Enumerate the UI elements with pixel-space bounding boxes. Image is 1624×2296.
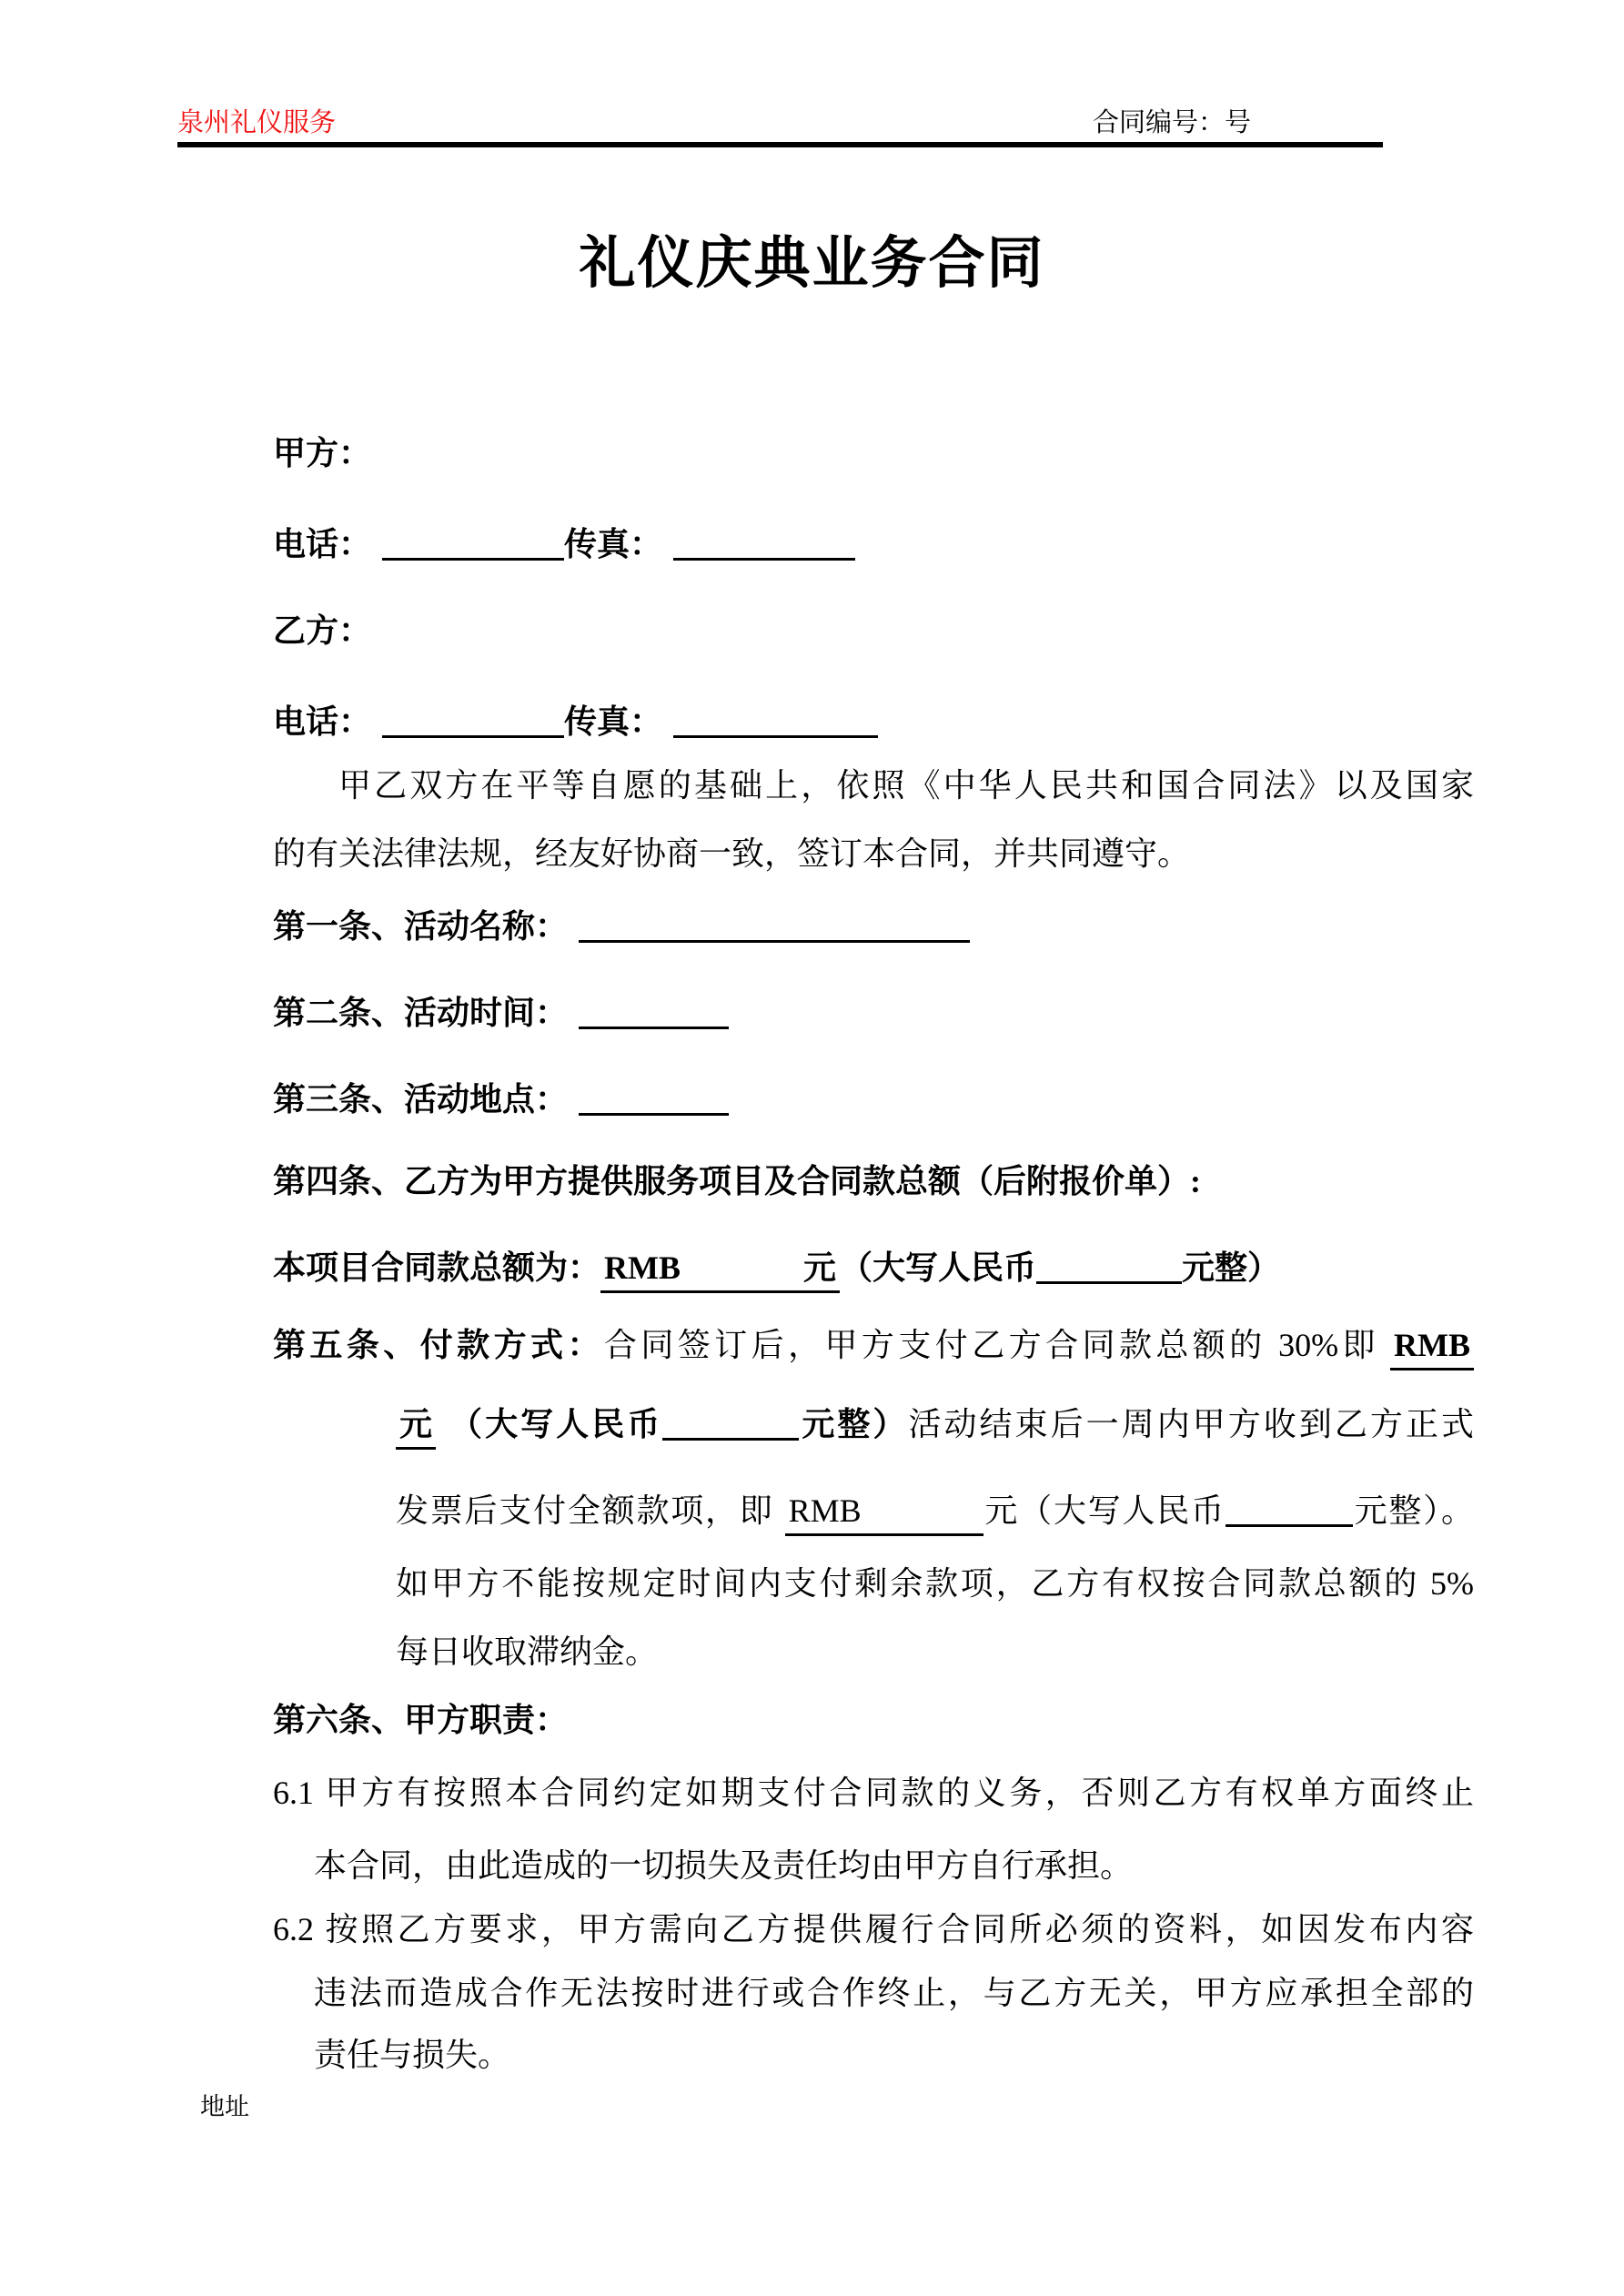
balance-capital-blank[interactable] bbox=[1226, 1497, 1353, 1527]
fax-label: 传真： bbox=[564, 703, 663, 740]
party-a-phone-blank[interactable] bbox=[382, 531, 564, 561]
party-a-fax-blank[interactable] bbox=[673, 531, 855, 561]
capital-amount-blank[interactable] bbox=[1036, 1254, 1182, 1284]
clause-2-label: 第二条、活动时间： bbox=[273, 995, 569, 1031]
contract-body bbox=[0, 431, 1624, 2122]
clause-5-heading: 第五条、付款方式： bbox=[273, 1327, 604, 1363]
activity-name-blank[interactable] bbox=[579, 913, 970, 943]
address-label: 地址 bbox=[200, 2093, 249, 2120]
capital-open-label: （大写人民币 bbox=[840, 1249, 1037, 1286]
party-a-line bbox=[273, 431, 1474, 475]
clause-6-2-line-3: 责任与损失。 bbox=[314, 2037, 511, 2073]
clause-5-line-4: 如甲方不能按规定时间内支付剩余款项，乙方有权按合同款总额的 5% bbox=[396, 1565, 1474, 1602]
clause-6-1-line-2: 本合同，由此造成的一切损失及责任均由甲方自行承担。 bbox=[314, 1847, 1134, 1884]
amount-blank[interactable] bbox=[681, 1278, 803, 1279]
clause-1-label: 第一条、活动名称： bbox=[273, 908, 569, 945]
amount-blank[interactable] bbox=[862, 1521, 980, 1522]
clause-6-1-line-1: 6.1 甲方有按照本合同约定如期支付合同款的义务，否则乙方有权单方面终止 bbox=[273, 1775, 1474, 1811]
clause-5-text-2: 活动结束后一周内甲方收到乙方正式 bbox=[908, 1406, 1474, 1442]
balance-mid-label: 元（大写人民币 bbox=[983, 1492, 1226, 1529]
clause-5-line-5: 每日收取滞纳金。 bbox=[396, 1633, 659, 1670]
clause-2-line bbox=[273, 991, 1474, 1035]
phone-label: 电话： bbox=[273, 526, 372, 562]
capital-open-label: （大写人民币 bbox=[447, 1406, 663, 1442]
party-b-contact-line bbox=[273, 700, 1474, 743]
deposit-yuan-field[interactable] bbox=[396, 1402, 436, 1450]
activity-time-blank[interactable] bbox=[579, 999, 729, 1029]
preamble-line-1: 甲乙双方在平等自愿的基础上，依照《中华人民共和国合同法》以及国家 bbox=[338, 767, 1474, 804]
capital-close-label: 元整） bbox=[799, 1406, 909, 1442]
party-a-label: 甲方： bbox=[273, 435, 372, 471]
party-b-label: 乙方： bbox=[273, 612, 372, 649]
preamble-line-2: 的有关法律法规，经友好协商一致，签订本合同，并共同遵守。 bbox=[273, 835, 1191, 872]
clause-5-text-1: 合同签订后，甲方支付乙方合同款总额的 30%即 bbox=[603, 1327, 1379, 1363]
clause-1-line bbox=[273, 905, 1474, 948]
fax-label: 传真： bbox=[564, 526, 663, 562]
clause-5-line-3 bbox=[273, 1489, 1474, 1532]
yuan-label: 元 bbox=[803, 1249, 837, 1286]
activity-place-blank[interactable] bbox=[579, 1086, 729, 1116]
contract-number: 合同编号：号 bbox=[1092, 108, 1251, 137]
clause-5-text-3: 发票后支付全额款项，即 bbox=[396, 1492, 774, 1529]
deposit-capital-blank[interactable] bbox=[662, 1411, 799, 1441]
currency-label: RMB bbox=[604, 1249, 681, 1286]
party-b-line bbox=[273, 609, 1474, 652]
currency-label: RMB bbox=[1393, 1327, 1470, 1363]
clause-5-line-2 bbox=[273, 1402, 1474, 1446]
party-b-fax-blank[interactable] bbox=[673, 708, 878, 738]
clause-6-heading: 第六条、甲方职责： bbox=[273, 1702, 569, 1738]
total-amount-label: 本项目合同款总额为： bbox=[273, 1249, 601, 1286]
clause-6-2-line-2: 违法而造成合作无法按时进行或合作终止，与乙方无关，甲方应承担全部的 bbox=[314, 1975, 1474, 2011]
header-brand: 泉州礼仪服务 bbox=[177, 108, 337, 137]
clause-3-line bbox=[273, 1077, 1474, 1121]
capital-close-label: 元整） bbox=[1182, 1249, 1281, 1286]
balance-currency-field[interactable] bbox=[785, 1489, 983, 1536]
total-amount-line bbox=[273, 1246, 1474, 1290]
currency-label: RMB bbox=[788, 1492, 862, 1529]
clause-6-2-line-1: 6.2 按照乙方要求，甲方需向乙方提供履行合同所必须的资料，如因发布内容 bbox=[273, 1911, 1474, 1947]
yuan-label: 元 bbox=[399, 1406, 433, 1442]
clause-3-label: 第三条、活动地点： bbox=[273, 1081, 569, 1118]
rmb-amount-field[interactable] bbox=[600, 1246, 840, 1293]
document-title: 礼仪庆典业务合同 bbox=[579, 232, 1045, 295]
balance-close-label: 元整）。 bbox=[1352, 1492, 1474, 1529]
party-b-phone-blank[interactable] bbox=[382, 708, 564, 738]
deposit-currency-field[interactable] bbox=[1390, 1323, 1474, 1371]
phone-label: 电话： bbox=[273, 703, 372, 740]
party-a-contact-line bbox=[273, 522, 1474, 566]
page-header bbox=[177, 107, 1383, 147]
clause-4-heading: 第四条、乙方为甲方提供服务项目及合同款总额（后附报价单）: bbox=[273, 1163, 1201, 1199]
clause-5-line-1 bbox=[273, 1323, 1474, 1367]
